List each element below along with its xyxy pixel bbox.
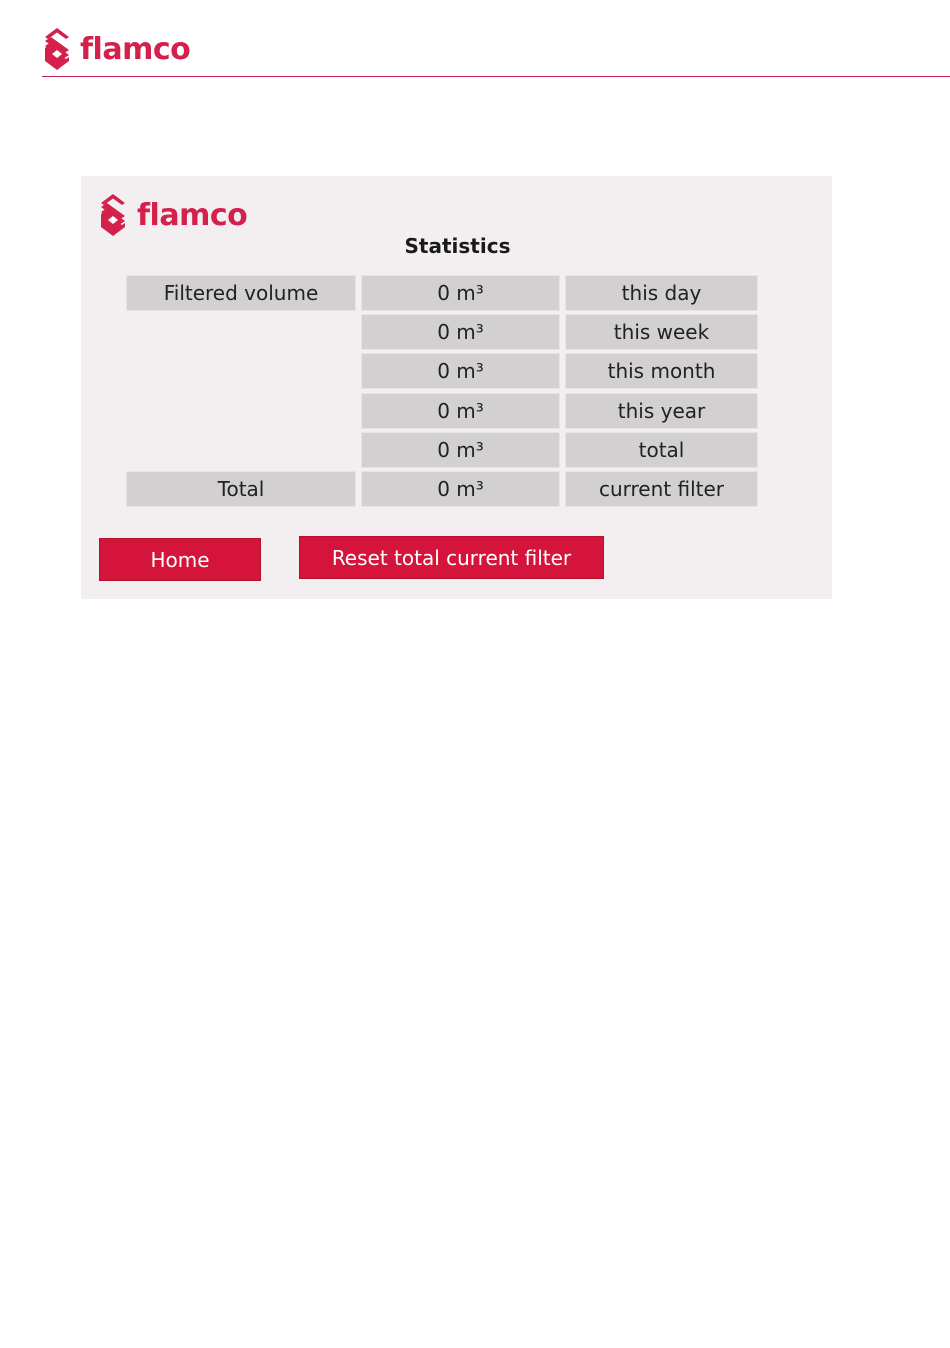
row-label-total: Total bbox=[126, 471, 356, 507]
value-this-year: 0 m³ bbox=[361, 393, 560, 429]
flamco-logo-icon bbox=[42, 28, 72, 70]
value-this-day: 0 m³ bbox=[361, 275, 560, 311]
period-this-week: this week bbox=[565, 314, 758, 350]
statistics-title: Statistics bbox=[404, 234, 511, 258]
period-this-year: this year bbox=[565, 393, 758, 429]
reset-total-current-filter-button[interactable]: Reset total current filter bbox=[299, 536, 604, 579]
header-brand-text: flamco bbox=[80, 31, 191, 67]
device-screen bbox=[81, 176, 832, 599]
value-this-week: 0 m³ bbox=[361, 314, 560, 350]
home-button[interactable]: Home bbox=[99, 538, 261, 581]
value-total: 0 m³ bbox=[361, 432, 560, 468]
flamco-logo-icon bbox=[97, 194, 129, 236]
screen-brand-text: flamco bbox=[137, 197, 248, 233]
period-this-day: this day bbox=[565, 275, 758, 311]
page-header bbox=[42, 26, 950, 77]
value-this-month: 0 m³ bbox=[361, 353, 560, 389]
period-total: total bbox=[565, 432, 758, 468]
row-label-filtered-volume: Filtered volume bbox=[126, 275, 356, 311]
header-logo bbox=[42, 28, 190, 70]
period-current-filter: current filter bbox=[565, 471, 758, 507]
value-current-filter: 0 m³ bbox=[361, 471, 560, 507]
screen-logo bbox=[97, 194, 247, 236]
period-this-month: this month bbox=[565, 353, 758, 389]
